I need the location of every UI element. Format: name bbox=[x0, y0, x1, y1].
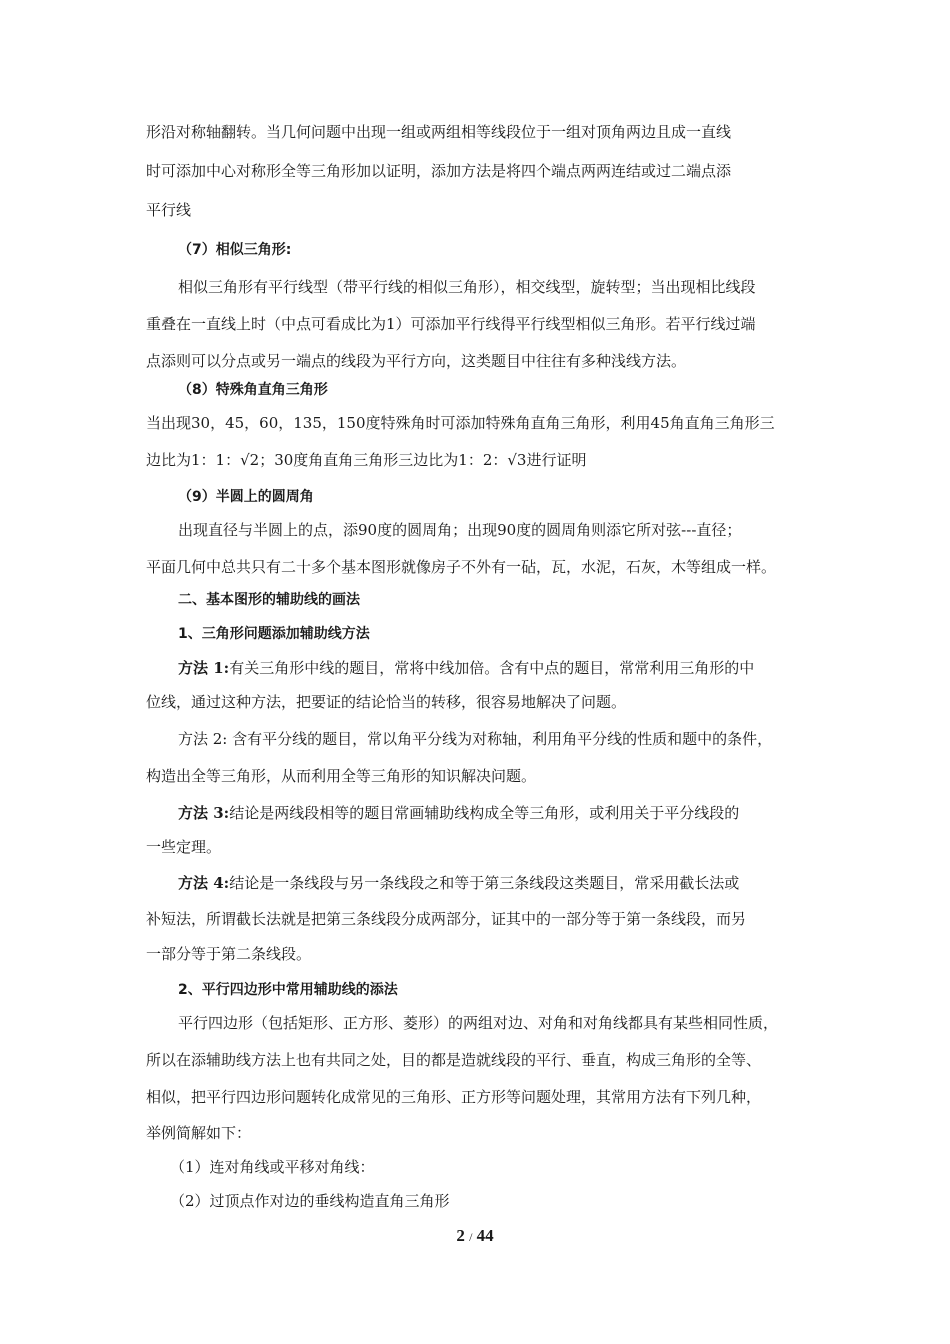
paragraph-line bbox=[178, 657, 842, 678]
paragraph-line: 当出现30，45，60，135，150度特殊角时可添加特殊角直角三角形，利用45角直角三角形三 bbox=[146, 414, 775, 432]
paragraph-line: 时可添加中心对称形全等三角形加以证明，添加方法是将四个端点两两连结或过二端点添 bbox=[146, 162, 732, 180]
paragraph-line: 平面几何中总共只有二十多个基本图形就像房子不外有一砧，瓦，水泥，石灰，木等组成一样。 bbox=[146, 558, 777, 576]
paragraph-line: 点添则可以分点或另一端点的线段为平行方向，这类题目中往往有多种浅线方法。 bbox=[146, 352, 687, 370]
method-label: 方法 1: bbox=[178, 659, 230, 677]
method-label: 方法 4: bbox=[178, 874, 230, 892]
section-heading: 二、基本图形的辅助线的画法 bbox=[178, 592, 360, 608]
section-heading: 2、平行四边形中常用辅助线的添法 bbox=[178, 982, 398, 998]
paragraph-line bbox=[178, 802, 842, 823]
list-item: （2）过顶点作对边的垂线构造直角三角形 bbox=[170, 1192, 450, 1210]
paragraph-line: 重叠在一直线上时（中点可看成比为1）可添加平行线得平行线型相似三角形。若平行线过端 bbox=[146, 315, 756, 333]
method-text: 结论是两线段相等的题目常画辅助线构成全等三角形，或利用关于平分线段的 bbox=[229, 804, 740, 822]
paragraph-line: 平行线 bbox=[146, 201, 192, 219]
page-separator: / bbox=[469, 1230, 473, 1244]
method-label: 方法 3: bbox=[178, 804, 230, 822]
section-heading: （9）半圆上的圆周角 bbox=[178, 489, 314, 505]
paragraph-line: 边比为1：1：√2；30度角直角三角形三边比为1：2：√3进行证明 bbox=[146, 451, 587, 469]
paragraph-line: 所以在添辅助线方法上也有共同之处，目的都是造就线段的平行、垂直，构成三角形的全等、 bbox=[146, 1051, 762, 1069]
list-item: （1）连对角线或平移对角线： bbox=[170, 1158, 375, 1176]
page-number bbox=[0, 1226, 950, 1246]
paragraph-line: 构造出全等三角形，从而利用全等三角形的知识解决问题。 bbox=[146, 767, 537, 785]
paragraph-line: 平行四边形（包括矩形、正方形、菱形）的两组对边、对角和对角线都具有某些相同性质， bbox=[178, 1014, 779, 1032]
paragraph-line bbox=[178, 872, 842, 893]
method-text: 有关三角形中线的题目，常将中线加倍。含有中点的题目，常常利用三角形的中 bbox=[229, 659, 755, 677]
section-heading: （7）相似三角形: bbox=[178, 242, 292, 258]
paragraph-line: 一些定理。 bbox=[146, 838, 222, 856]
method-text: 结论是一条线段与另一条线段之和等于第三条线段这类题目，常采用截长法或 bbox=[229, 874, 740, 892]
paragraph-line: 相似，把平行四边形问题转化成常见的三角形、正方形等问题处理，其常用方法有下列几种， bbox=[146, 1088, 762, 1106]
paragraph-line: 一部分等于第二条线段。 bbox=[146, 945, 312, 963]
paragraph-line: 出现直径与半圆上的点，添90度的圆周角；出现90度的圆周角则添它所对弦---直径； bbox=[178, 521, 742, 539]
page-current: 2 bbox=[456, 1226, 465, 1245]
paragraph-line: 相似三角形有平行线型（带平行线的相似三角形），相交线型，旋转型；当出现相比线段 bbox=[178, 278, 756, 296]
paragraph-line: 方法 2: 含有平分线的题目，常以角平分线为对称轴，利用角平分线的性质和题中的条件， bbox=[178, 730, 773, 748]
paragraph-line: 位线，通过这种方法，把要证的结论恰当的转移，很容易地解决了问题。 bbox=[146, 693, 627, 711]
page-total: 44 bbox=[476, 1226, 494, 1245]
section-heading: （8）特殊角直角三角形 bbox=[178, 382, 328, 398]
paragraph-line: 形沿对称轴翻转。当几何问题中出现一组或两组相等线段位于一组对顶角两边且成一直线 bbox=[146, 123, 732, 141]
paragraph-line: 举例简解如下： bbox=[146, 1124, 252, 1142]
paragraph-line: 补短法，所谓截长法就是把第三条线段分成两部分，证其中的一部分等于第一条线段，而另 bbox=[146, 910, 747, 928]
section-heading: 1、三角形问题添加辅助线方法 bbox=[178, 626, 370, 642]
